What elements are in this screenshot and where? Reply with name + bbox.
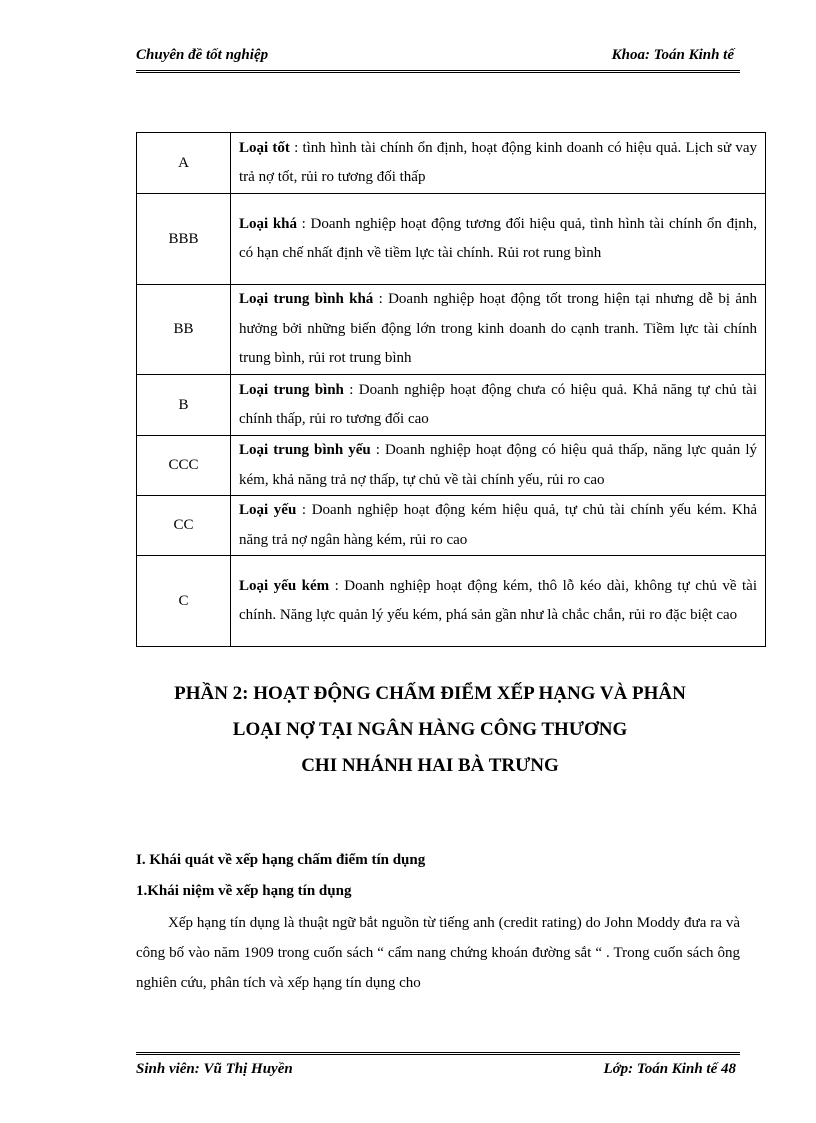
- page-footer: [136, 1052, 740, 1085]
- grade-text: : Doanh nghiệp hoạt động có hiệu quả thấp, năng lực quản lý kém, khả năng trả nợ thấp, tự chủ về tài chính yếu, rủi ro cao: [239, 442, 757, 488]
- grade-description: [231, 496, 766, 556]
- grade-term: Loại tốt: [239, 139, 290, 156]
- grade-term: Loại yếu: [239, 502, 297, 518]
- grade-description: [231, 556, 766, 647]
- grade-text: : tình hình tài chính ổn định, hoạt động kinh doanh có hiệu quả. Lịch sử vay trả nợ tốt, rủi ro tương đối thấp: [239, 139, 757, 185]
- grade-code: BBB: [137, 194, 231, 285]
- header-left-text: Chuyên đề tốt nghiệp: [136, 47, 269, 63]
- grade-term: Loại trung bình khá: [239, 291, 374, 308]
- grade-description: [231, 436, 766, 496]
- grade-description: [231, 375, 766, 436]
- section-title: [110, 676, 750, 784]
- grade-code: CCC: [137, 436, 231, 496]
- table-row: [137, 496, 766, 556]
- table-row: [137, 285, 766, 375]
- grade-code: BB: [137, 285, 231, 375]
- footer-right-text: Lớp: Toán Kinh tế 48: [603, 1061, 736, 1077]
- section-title-line: PHẦN 2: HOẠT ĐỘNG CHẤM ĐIỂM XẾP HẠNG VÀ PHÂN: [174, 683, 686, 704]
- table-row: [137, 436, 766, 496]
- body-paragraph: Xếp hạng tín dụng là thuật ngữ bắt nguồn từ tiếng anh (credit rating) do John Moddy đưa ra và công bố vào năm 1909 trong cuốn sách “ cẩm nang chứng khoán đường sắt “ . Trong cuốn sách ông nghiên cứu, phân tích và xếp hạng tín dụng cho: [136, 915, 740, 991]
- grade-text: : Doanh nghiệp hoạt động kém hiệu quả, tự chủ tài chính yếu kém. Khả năng trả nợ ngân hàng kém, rủi ro cao: [239, 502, 757, 548]
- grade-term: Loại trung bình: [239, 381, 344, 398]
- table-row: [137, 194, 766, 285]
- credit-grade-table: [136, 132, 766, 647]
- grade-description: [231, 285, 766, 375]
- grade-code: CC: [137, 496, 231, 556]
- grade-code: C: [137, 556, 231, 647]
- section-title-line: CHI NHÁNH HAI BÀ TRƯNG: [301, 755, 559, 776]
- grade-text: : Doanh nghiệp hoạt động chưa có hiệu quả. Khả năng tự chủ tài chính thấp, rủi ro tương đối cao: [239, 381, 757, 427]
- grade-description: [231, 133, 766, 194]
- grade-code: A: [137, 133, 231, 194]
- grade-code: B: [137, 375, 231, 436]
- heading-level-2: 1.Khái niệm về xếp hạng tín dụng: [136, 883, 352, 899]
- grade-term: Loại khá: [239, 215, 298, 232]
- table-row: [137, 375, 766, 436]
- table-row: [137, 133, 766, 194]
- grade-description: [231, 194, 766, 285]
- header-right-text: Khoa: Toán Kinh tế: [611, 47, 734, 63]
- table-row: [137, 556, 766, 647]
- grade-term: Loại yếu kém: [239, 577, 330, 594]
- heading-level-1: I. Khái quát về xếp hạng chấm điểm tín dụng: [136, 852, 426, 868]
- grade-term: Loại trung bình yếu: [239, 442, 371, 458]
- grade-text: : Doanh nghiệp hoạt động tốt trong hiện tại nhưng dễ bị ảnh hưởng bởi những biến động lớn trong kinh doanh do cạnh tranh. Tiềm lực tài chính trung bình, rủi rot trung bình: [239, 291, 757, 367]
- page-header: [136, 44, 740, 73]
- footer-left-text: Sinh viên: Vũ Thị Huyền: [136, 1061, 293, 1077]
- section-title-line: LOẠI NỢ TẠI NGÂN HÀNG CÔNG THƯƠNG: [232, 719, 628, 740]
- grade-text: : Doanh nghiệp hoạt động tương đối hiệu quả, tình hình tài chính ổn định, có hạn chế nhất định về tiềm lực tài chính. Rủi rot rung bình: [239, 215, 757, 261]
- grade-text: : Doanh nghiệp hoạt động kém, thô lỗ kéo dài, không tự chủ về tài chính. Năng lực quản lý yếu kém, phá sản gần như là chắc chắn, rủi ro đặc biệt cao: [239, 577, 757, 623]
